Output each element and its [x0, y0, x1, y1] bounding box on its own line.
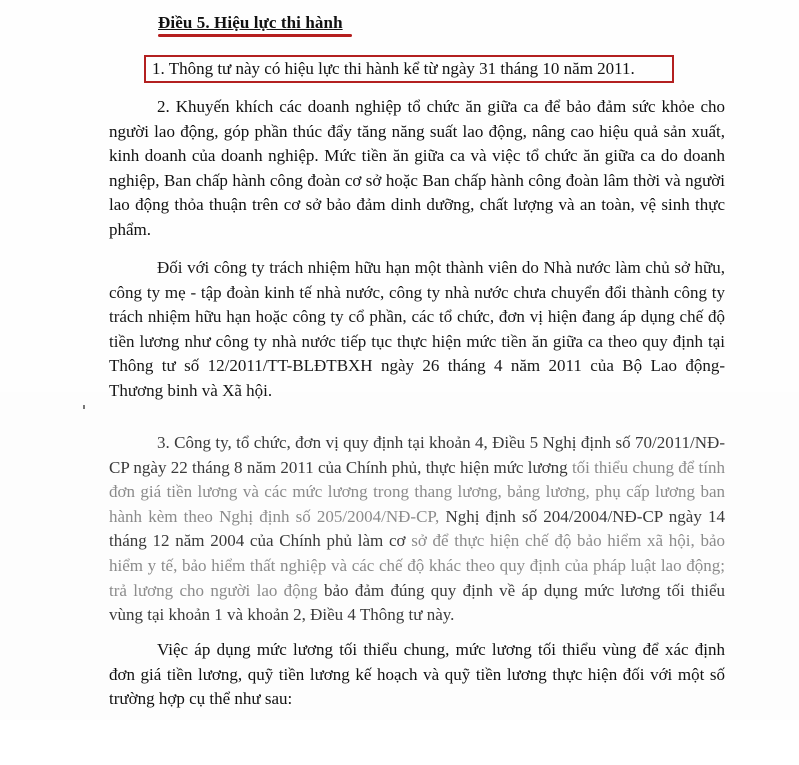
clause-3-text-part-a: 3. Công ty, tổ chức, đơn vị quy định tại khoản 4, Điều 5 Nghị định số 70/2011/NĐ-CP ngày 22 tháng 8 năm 2011 của Chính phủ, thực hiện mức lương [109, 433, 725, 477]
clause-3-text-part-e: bảo đảm đúng quy định về áp dụng mức lương tối thiểu vùng tại khoản 1 và khoản 2, Điều 4 Thông tư này. [109, 580, 725, 625]
clause-3-paragraph [109, 431, 725, 628]
scan-artifact-mark [83, 405, 85, 409]
clause-2-text: 2. Khuyến khích các doanh nghiệp tổ chức ăn giữa ca để bảo đảm sức khỏe cho người lao động, góp phần thúc đẩy tăng năng suất lao động, nâng cao hiệu quả sản xuất, kinh doanh của doanh nghiệp. Mức tiền ăn giữa ca và việc tổ chức ăn giữa ca do doanh nghiệp, Ban chấp hành công đoàn cơ sở hoặc Ban chấp hành công đoàn lâm thời và người lao động thỏa thuận trên cơ sở bảo đảm dinh dưỡng, chất lượng và an toàn, vệ sinh thực phẩm. [109, 97, 725, 239]
clause-3-extra-text: Việc áp dụng mức lương tối thiểu chung, mức lương tối thiểu vùng để xác định đơn giá tiền lương, quỹ tiền lương kế hoạch và quỹ tiền lương thực hiện đối với một số trường hợp cụ thể như sau: [109, 640, 725, 709]
heading-underline-annotation [158, 34, 352, 37]
clause-3-text-part-c: Nghị định số 204/2004/NĐ-CP ngày 14 tháng 12 năm 2004 của Chính phủ làm cơ [109, 506, 725, 551]
clause-3-text-part-b: tối thiểu chung để tính đơn giá tiền lương và các mức lương trong thang lương, bảng lương, phụ cấp lương ban hành kèm theo Nghị định số 205/2004/NĐ-CP, [109, 457, 726, 526]
clause-2-extra-paragraph [109, 256, 725, 404]
clause-3-extra-paragraph [109, 638, 725, 712]
clause-2-paragraph [109, 95, 725, 243]
clause-2-extra-text: Đối với công ty trách nhiệm hữu hạn một thành viên do Nhà nước làm chủ sở hữu, công ty mẹ - tập đoàn kinh tế nhà nước, công ty nhà nước chưa chuyển đổi thành công ty trách nhiệm hữu hạn hoặc công ty cổ phần, các tổ chức, đơn vị hiện đang áp dụng chế độ tiền lương như công ty nhà nước tiếp tục thực hiện mức tiền ăn giữa ca theo quy định tại Thông tư số 12/2011/TT-BLĐTBXH ngày 26 tháng 4 năm 2011 của Bộ Lao động-Thương binh và Xã hội. [109, 258, 725, 400]
page-bottom-margin [0, 720, 799, 765]
article-heading: Điều 5. Hiệu lực thi hành [158, 13, 343, 32]
clause-3-text-part-d: sở để thực hiện chế độ bảo hiểm xã hội, bảo hiểm y tế, bảo hiểm thất nghiệp và các chế độ khác theo quy định của pháp luật lao động; trả lương cho người lao động [109, 531, 726, 600]
clause-1-text: 1. Thông tư này có hiệu lực thi hành kể từ ngày 31 tháng 10 năm 2011. [152, 59, 635, 78]
